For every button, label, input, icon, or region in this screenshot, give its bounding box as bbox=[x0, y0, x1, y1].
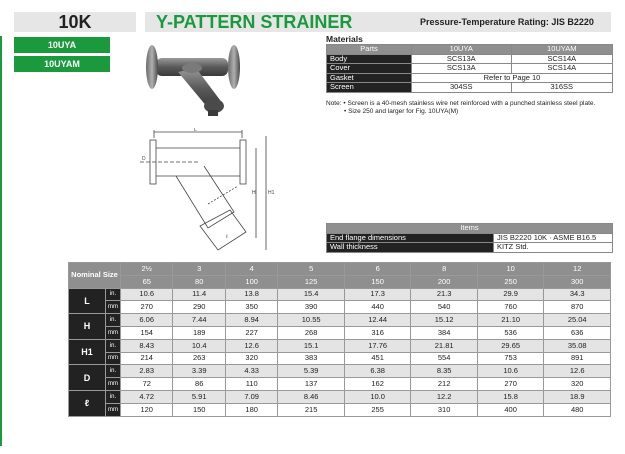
size-in-header: 5 bbox=[278, 263, 345, 276]
table-cell: 5.39 bbox=[278, 365, 345, 378]
table-cell: 8.43 bbox=[121, 339, 173, 352]
table-cell: 110 bbox=[225, 378, 277, 391]
materials-title: Materials bbox=[326, 34, 363, 44]
table-cell: 137 bbox=[278, 378, 345, 391]
label-l: L bbox=[194, 128, 197, 133]
table-cell: 21.3 bbox=[411, 288, 478, 301]
table-cell: 12.6 bbox=[544, 365, 611, 378]
label-lsmall: ℓ bbox=[226, 234, 228, 240]
table-cell: 10.4 bbox=[173, 339, 225, 352]
table-cell: 440 bbox=[344, 301, 411, 314]
table-cell: 316 bbox=[344, 326, 411, 339]
page-title: Y-PATTERN STRAINER bbox=[156, 12, 353, 32]
table-row bbox=[69, 326, 611, 339]
table-cell: 290 bbox=[173, 301, 225, 314]
note-line-1: • Screen is a 40-mesh stainless wire net reinforced with a punched stainless steel plate. bbox=[343, 100, 596, 107]
note-label: Note: bbox=[326, 100, 342, 107]
variant-10uya-button[interactable]: 10UYA bbox=[14, 37, 110, 53]
table-cell: 270 bbox=[121, 301, 173, 314]
table-cell: 150 bbox=[173, 403, 225, 416]
table-cell: 21.10 bbox=[477, 314, 544, 327]
unit-in: in. bbox=[106, 288, 121, 301]
size-in-header: 8 bbox=[411, 263, 478, 276]
table-cell: 12.44 bbox=[344, 314, 411, 327]
table-row: End flange dimensions JIS B2220 10K · ASME B16.5 bbox=[327, 233, 613, 243]
table-cell: 8.94 bbox=[225, 314, 277, 327]
table-cell: 390 bbox=[278, 301, 345, 314]
dimensions-table bbox=[68, 262, 611, 417]
table-cell: 320 bbox=[225, 352, 277, 365]
table-row bbox=[69, 288, 611, 301]
materials-note bbox=[326, 100, 616, 115]
table-cell: 180 bbox=[225, 403, 277, 416]
dimension-drawing bbox=[138, 128, 278, 253]
table-cell: 120 bbox=[121, 403, 173, 416]
unit-in: in. bbox=[106, 339, 121, 352]
table-cell: 25.04 bbox=[544, 314, 611, 327]
table-cell: 13.8 bbox=[225, 288, 277, 301]
table-cell: 540 bbox=[411, 301, 478, 314]
table-cell: 215 bbox=[278, 403, 345, 416]
table-cell: 870 bbox=[544, 301, 611, 314]
size-in-header: 6 bbox=[344, 263, 411, 276]
table-cell: 5.91 bbox=[173, 390, 225, 403]
table-cell: 15.8 bbox=[477, 390, 544, 403]
table-cell: 310 bbox=[411, 403, 478, 416]
table-cell: 29.65 bbox=[477, 339, 544, 352]
table-cell: 270 bbox=[477, 378, 544, 391]
table-cell: 536 bbox=[477, 326, 544, 339]
size-mm-header: 300 bbox=[544, 275, 611, 288]
dimension-label: H bbox=[69, 314, 106, 340]
table-cell: 15.12 bbox=[411, 314, 478, 327]
table-row: Gasket Refer to Page 10 bbox=[327, 73, 613, 83]
table-cell: 268 bbox=[278, 326, 345, 339]
table-cell: 4.72 bbox=[121, 390, 173, 403]
table-cell: 86 bbox=[173, 378, 225, 391]
dimension-label: L bbox=[69, 288, 106, 314]
table-row: Wall thickness KITZ Std. bbox=[327, 243, 613, 253]
table-row bbox=[69, 339, 611, 352]
size-mm-header: 150 bbox=[344, 275, 411, 288]
table-cell: 18.9 bbox=[544, 390, 611, 403]
table-row bbox=[69, 352, 611, 365]
table-cell: 255 bbox=[344, 403, 411, 416]
unit-mm: mm bbox=[106, 403, 121, 416]
table-cell: 17.3 bbox=[344, 288, 411, 301]
table-cell: 15.1 bbox=[278, 339, 345, 352]
table-cell: 189 bbox=[173, 326, 225, 339]
table-cell: 154 bbox=[121, 326, 173, 339]
size-mm-header: 125 bbox=[278, 275, 345, 288]
table-cell: 753 bbox=[477, 352, 544, 365]
table-row bbox=[69, 390, 611, 403]
table-cell: 554 bbox=[411, 352, 478, 365]
table-cell: 350 bbox=[225, 301, 277, 314]
size-mm-header: 250 bbox=[477, 275, 544, 288]
table-cell: 8.46 bbox=[278, 390, 345, 403]
table-cell: 10.6 bbox=[477, 365, 544, 378]
table-cell: 480 bbox=[544, 403, 611, 416]
nominal-size-header: Nominal Size bbox=[69, 263, 121, 289]
table-cell: 35.08 bbox=[544, 339, 611, 352]
dimension-label: D bbox=[69, 365, 106, 391]
table-cell: 72 bbox=[121, 378, 173, 391]
table-cell: 10.0 bbox=[344, 390, 411, 403]
items-header: Items bbox=[327, 224, 613, 234]
size-in-header: 3 bbox=[173, 263, 225, 276]
table-row: Screen 304SS 316SS bbox=[327, 83, 613, 93]
dimension-label: ℓ bbox=[69, 390, 106, 416]
unit-mm: mm bbox=[106, 352, 121, 365]
table-cell: 2.83 bbox=[121, 365, 173, 378]
table-cell: 10.55 bbox=[278, 314, 345, 327]
mat-col-parts: Parts bbox=[327, 45, 412, 55]
table-cell: 636 bbox=[544, 326, 611, 339]
table-cell: 383 bbox=[278, 352, 345, 365]
dimension-label: H1 bbox=[69, 339, 106, 365]
table-cell: 263 bbox=[173, 352, 225, 365]
table-cell: 4.33 bbox=[225, 365, 277, 378]
table-row: Cover SCS13A SCS14A bbox=[327, 64, 613, 74]
size-in-header: 4 bbox=[225, 263, 277, 276]
table-cell: 17.76 bbox=[344, 339, 411, 352]
model-code: 10K bbox=[14, 12, 136, 32]
size-in-header: 10 bbox=[477, 263, 544, 276]
variant-10uyam-button[interactable]: 10UYAM bbox=[14, 56, 110, 72]
table-cell: 34.3 bbox=[544, 288, 611, 301]
mat-col-10uya: 10UYA bbox=[412, 45, 512, 55]
size-in-header: 2½ bbox=[121, 263, 173, 276]
label-d: D bbox=[142, 156, 146, 162]
size-mm-header: 100 bbox=[225, 275, 277, 288]
table-cell: 29.9 bbox=[477, 288, 544, 301]
table-cell: 227 bbox=[225, 326, 277, 339]
table-row: Body SCS13A SCS14A bbox=[327, 54, 613, 64]
table-cell: 320 bbox=[544, 378, 611, 391]
table-cell: 451 bbox=[344, 352, 411, 365]
table-cell: 3.39 bbox=[173, 365, 225, 378]
label-h1: H1 bbox=[268, 190, 275, 196]
unit-mm: mm bbox=[106, 301, 121, 314]
table-cell: 15.4 bbox=[278, 288, 345, 301]
unit-in: in. bbox=[106, 390, 121, 403]
table-cell: 212 bbox=[411, 378, 478, 391]
table-cell: 8.35 bbox=[411, 365, 478, 378]
table-cell: 7.09 bbox=[225, 390, 277, 403]
table-cell: 891 bbox=[544, 352, 611, 365]
table-cell: 11.4 bbox=[173, 288, 225, 301]
table-cell: 12.2 bbox=[411, 390, 478, 403]
strainer-photo bbox=[138, 38, 248, 122]
size-mm-header: 80 bbox=[173, 275, 225, 288]
note-line-2: • Size 250 and larger for Fig. 10UYA(M) bbox=[344, 107, 459, 115]
table-cell: 760 bbox=[477, 301, 544, 314]
table-row bbox=[69, 378, 611, 391]
table-cell: 10.6 bbox=[121, 288, 173, 301]
materials-table bbox=[326, 44, 613, 93]
table-cell: 6.06 bbox=[121, 314, 173, 327]
table-cell: 6.38 bbox=[344, 365, 411, 378]
size-mm-header: 200 bbox=[411, 275, 478, 288]
table-cell: 162 bbox=[344, 378, 411, 391]
table-cell: 400 bbox=[477, 403, 544, 416]
unit-in: in. bbox=[106, 365, 121, 378]
unit-mm: mm bbox=[106, 378, 121, 391]
items-table bbox=[326, 223, 613, 253]
table-cell: 214 bbox=[121, 352, 173, 365]
table-cell: 384 bbox=[411, 326, 478, 339]
table-row bbox=[69, 301, 611, 314]
unit-in: in. bbox=[106, 314, 121, 327]
label-h: H bbox=[252, 190, 256, 196]
pressure-rating: Pressure-Temperature Rating: JIS B2220 bbox=[420, 17, 594, 27]
mat-col-10uyam: 10UYAM bbox=[511, 45, 612, 55]
size-in-header: 12 bbox=[544, 263, 611, 276]
table-cell: 7.44 bbox=[173, 314, 225, 327]
table-row bbox=[69, 403, 611, 416]
table-cell: 12.6 bbox=[225, 339, 277, 352]
table-row bbox=[69, 365, 611, 378]
unit-mm: mm bbox=[106, 326, 121, 339]
table-cell: 21.81 bbox=[411, 339, 478, 352]
size-mm-header: 65 bbox=[121, 275, 173, 288]
left-accent-bar bbox=[0, 36, 2, 446]
table-row bbox=[69, 314, 611, 327]
